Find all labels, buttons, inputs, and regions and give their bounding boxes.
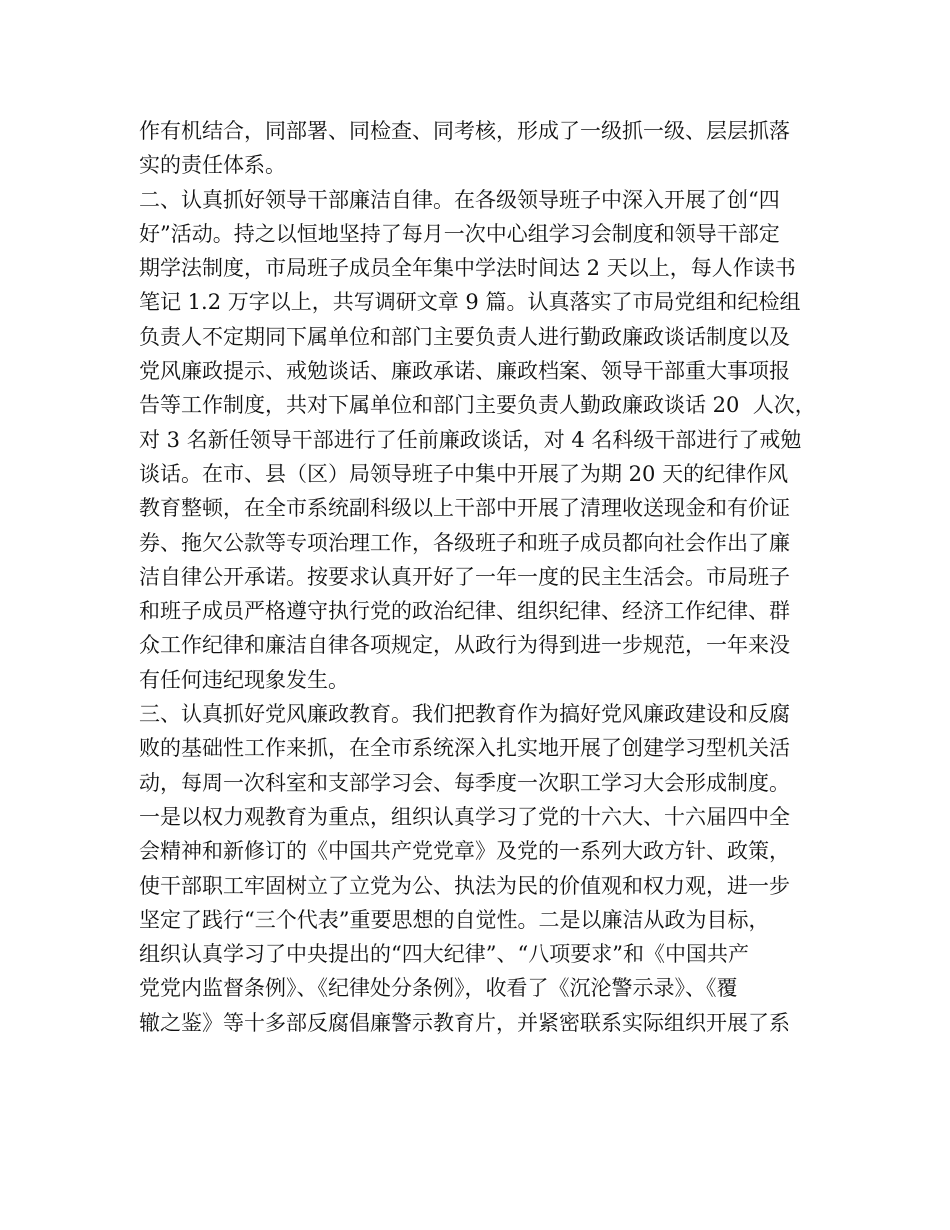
text-line: 一是以权力观教育为重点，组织认真学习了党的十六大、十六届四中全 [139, 804, 790, 829]
text-line: 实的责任体系。 [139, 153, 286, 178]
text-line: 动，每周一次科室和支部学习会、每季度一次职工学习大会形成制度。 [139, 770, 790, 795]
text-line: 有任何违纪现象发生。 [139, 667, 349, 692]
body-text [139, 114, 839, 1040]
text-line: 好”活动。持之以恒地坚持了每月一次中心组学习会制度和领导干部定 [139, 221, 780, 246]
text-line: 坚定了践行“三个代表”重要思想的自觉性。二是以廉洁从政为目标， [139, 907, 770, 932]
text-line: 洁自律公开承诺。按要求认真开好了一年一度的民主生活会。市局班子 [139, 564, 790, 589]
text-line: 使干部职工牢固树立了立党为公、执法为民的价值观和权力观，进一步 [139, 873, 790, 898]
text-line: 败的基础性工作来抓，在全市系统深入扎实地开展了创建学习型机关活 [139, 736, 790, 761]
text-line: 辙之鉴》等十多部反腐倡廉警示教育片，并紧密联系实际组织开展了系 [139, 1010, 790, 1035]
text-line: 谈话。在市、县（区）局领导班子中集中开展了为期 20 天的纪律作风 [139, 461, 789, 486]
text-line: 笔记 1.2 万字以上，共写调研文章 9 篇。认真落实了市局党组和纪检组 [139, 290, 801, 315]
text-line: 负责人不定期同下属单位和部门主要负责人进行勤政廉政谈话制度以及 [139, 324, 790, 349]
text-line: 期学法制度，市局班子成员全年集中学法时间达 2 天以上，每人作读书 [139, 256, 796, 281]
text-line: 和班子成员严格遵守执行党的政治纪律、组织纪律、经济工作纪律、群 [139, 599, 790, 624]
text-line: 告等工作制度，共对下属单位和部门主要负责人勤政廉政谈话 20 人次， [139, 393, 816, 418]
text-line: 教育整顿，在全市系统副科级以上干部中开展了清理收送现金和有价证 [139, 496, 790, 521]
text-line: 党风廉政提示、戒勉谈话、廉政承诺、廉政档案、领导干部重大事项报 [139, 359, 790, 384]
text-line: 对 3 名新任领导干部进行了任前廉政谈话，对 4 名科级干部进行了戒勉 [139, 427, 802, 452]
text-line: 组织认真学习了中央提出的“四大纪律”、“八项要求”和《中国共产 [139, 942, 749, 967]
text-line: 众工作纪律和廉洁自律各项规定，从政行为得到进一步规范，一年来没 [139, 633, 790, 658]
text-line: 会精神和新修订的《中国共产党党章》及党的一系列大政方针、政策， [139, 839, 790, 864]
text-line: 作有机结合，同部署、同检查、同考核，形成了一级抓一级、层层抓落 [139, 119, 790, 143]
text-line: 党党内监督条例》、《纪律处分条例》，收看了《沉沦警示录》、《覆 [139, 976, 738, 1001]
section-heading-line: 二、认真抓好领导干部廉洁自律。在各级领导班子中深入开展了创“四 [139, 187, 780, 212]
text-line: 券、拖欠公款等专项治理工作，各级班子和班子成员都向社会作出了廉 [139, 530, 790, 555]
section-heading-line: 三、认真抓好党风廉政教育。我们把教育作为搞好党风廉政建设和反腐 [139, 702, 790, 727]
